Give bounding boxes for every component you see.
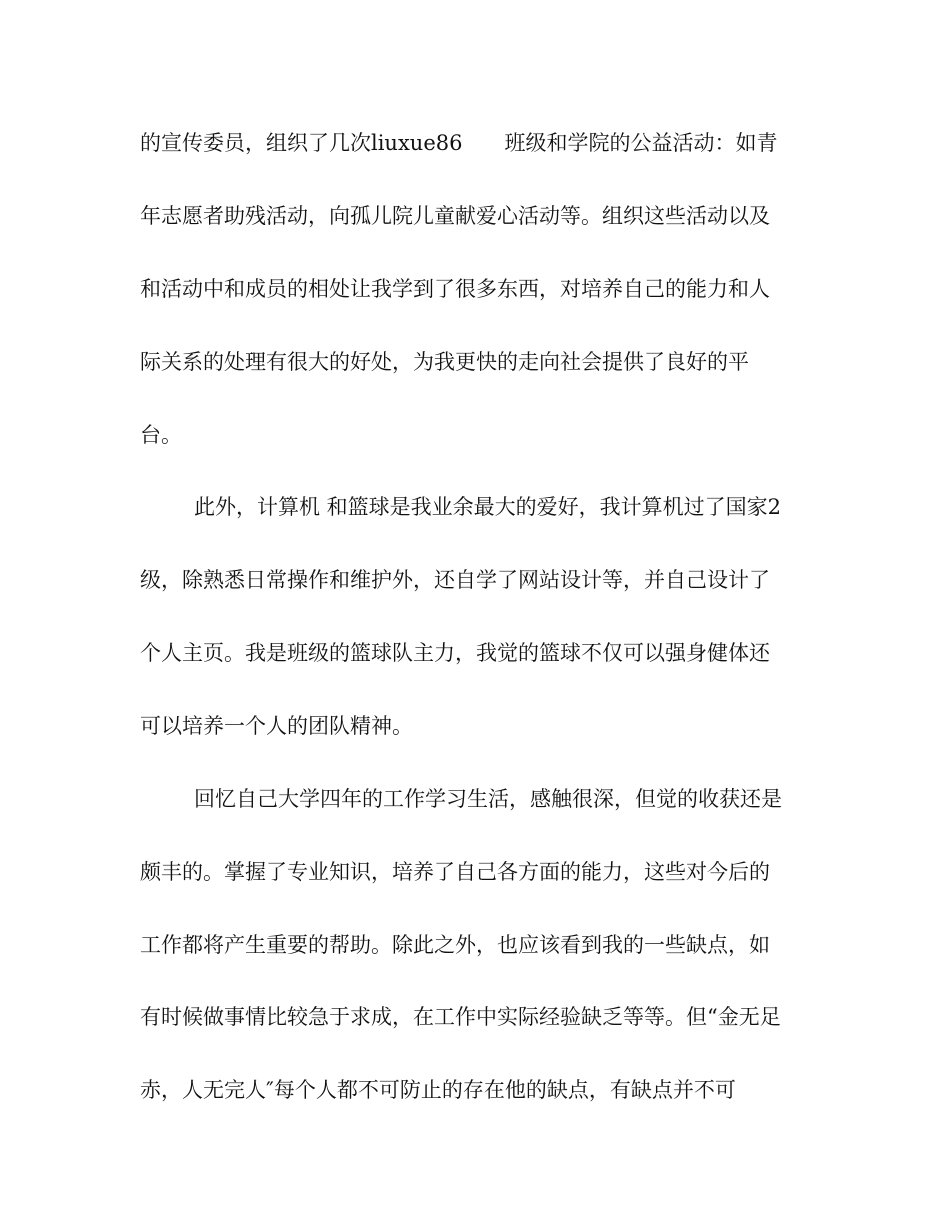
text-line: 此外，计算机 和篮球是我业余最大的爱好，我计算机过了国家2: [194, 495, 782, 519]
text-line: 的宣传委员，组织了几次liuxue86 班级和学院的公益活动：如青: [140, 131, 778, 155]
text-line: 有时候做事情比较急于求成，在工作中实际经验缺乏等等。但“金无足: [140, 1005, 781, 1029]
text-line: 回忆自己大学四年的工作学习生活，感触很深，但觉的收获还是: [194, 787, 782, 811]
text-line: 台。: [140, 423, 182, 447]
text-line: 年志愿者助残活动，向孤儿院儿童献爱心活动等。组织这些活动以及: [140, 204, 770, 228]
text-line: 和活动中和成员的相处让我学到了很多东西，对培养自己的能力和人: [140, 277, 770, 301]
text-line: 可以培养一个人的团队精神。: [140, 714, 413, 738]
text-line: 个人主页。我是班级的篮球队主力，我觉的篮球不仅可以强身健体还: [140, 641, 770, 665]
text-line: 际关系的处理有很大的好处，为我更快的走向社会提供了良好的平: [140, 350, 749, 374]
text-line: 工作都将产生重要的帮助。除此之外，也应该看到我的一些缺点，如: [140, 933, 770, 957]
text-line: 赤，人无完人″每个人都不可防止的存在他的缺点，有缺点并不可: [140, 1078, 736, 1102]
text-line: 级，除熟悉日常操作和维护外，还自学了网站设计等，并自己设计了: [140, 568, 770, 592]
text-line: 颇丰的。掌握了专业知识，培养了自己各方面的能力，这些对今后的: [140, 860, 770, 884]
